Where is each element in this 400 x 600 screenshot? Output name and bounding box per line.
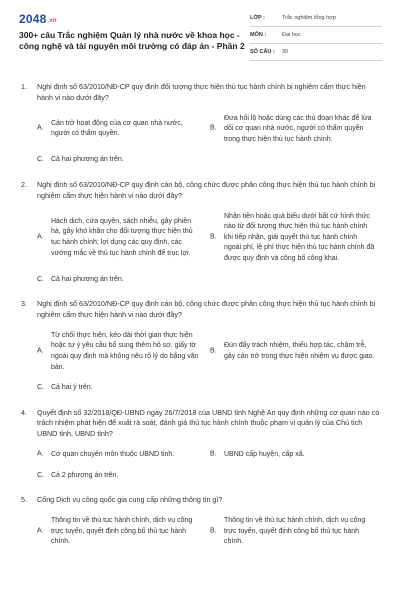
question-body: Quyết định số 32/2018/QĐ-UBND ngày 26/7/2018 của UBND tỉnh Nghệ An quy định những cơ quan nào có trách nhiệm phát hiện để xuất rà soát, đánh giá thủ tục hành chính thuộc phạm vi quản lý của Chủ tịch UBND tỉnh, UBND tỉnh?: [37, 407, 380, 439]
option-text: Cả hai phương án trên.: [51, 156, 124, 164]
option-row: [37, 516, 381, 548]
option-b[interactable]: [210, 114, 381, 146]
option-text: Cản trở hoạt động của cơ quan nhà nước, người có thẩm quyền.: [51, 119, 183, 138]
question-4: [21, 408, 381, 482]
option-c[interactable]: [37, 471, 381, 482]
options: [37, 450, 381, 481]
site-logo[interactable]: [19, 12, 57, 26]
question-number: 3.: [21, 299, 27, 309]
option-letter: B.: [210, 347, 217, 355]
option-letter: A.: [37, 451, 44, 459]
option-letter: A.: [37, 125, 44, 133]
question-5: [21, 495, 381, 548]
option-text: Cả hai phương án trên.: [51, 275, 124, 283]
option-row: [37, 331, 381, 373]
option-c[interactable]: [37, 155, 381, 166]
question-number: 2.: [21, 179, 27, 189]
option-b[interactable]: [210, 450, 381, 461]
option-text: Thông tin về thủ tục hành chính, dịch vụ công trực tuyến, quyết định công bố thủ tục hành chính.: [224, 517, 366, 546]
option-a[interactable]: [37, 119, 208, 140]
option-letter: B.: [210, 451, 217, 459]
question-body: Nghị định số 63/2010/NĐ-CP quy định đối tượng thực hiện thủ tục hành chính bị nghiêm cấm thực hiện hành vi nào dưới đây?: [37, 82, 366, 102]
info-row-class: [250, 12, 382, 27]
question-body: Nghị định số 63/2010/NĐ-CP quy định cán bộ, công chức được phân công thực hiện thủ tục hành chính bị nghiêm cấm thực hiện hành vi nào dưới đây?: [37, 299, 376, 319]
option-text: Cơ quan chuyên môn thuộc UBND tỉnh.: [51, 451, 175, 459]
info-label: MÔN :: [250, 32, 267, 38]
option-text: UBND cấp huyện, cấp xã.: [224, 451, 305, 459]
option-letter: C.: [37, 156, 44, 164]
question-2: [21, 180, 381, 285]
options: [37, 516, 381, 548]
info-value: Đại học: [282, 32, 301, 38]
document-info: [250, 12, 382, 63]
info-value: 30: [282, 49, 289, 55]
option-letter: A.: [37, 347, 44, 355]
option-text: Từ chối thực hiện, kéo dài thời gian thực hiện hoặc tự ý yêu cầu bổ sung thêm hồ sơ, giấy tờ ngoài quy định mà không nêu rõ lý do bằng văn bản.: [51, 331, 199, 371]
question-number: 1.: [21, 82, 27, 91]
option-a[interactable]: [37, 450, 208, 461]
option-letter: C.: [37, 384, 44, 392]
question-text: [21, 408, 381, 440]
question-text: [21, 299, 381, 321]
option-b[interactable]: [210, 212, 381, 265]
option-text: Cả hai ý trên.: [51, 384, 93, 392]
options: [37, 114, 381, 166]
option-text: Hách dịch, cửa quyền, sách nhiễu, gây phiền hà, gây khó khăn cho đối tượng thực hiện thủ tục hành chính; lợi dụng các quy định, các vướng mắc về thủ tục hành chính để trục lợi.: [51, 217, 193, 257]
question-number: 4.: [21, 407, 27, 417]
option-a[interactable]: [37, 217, 208, 259]
option-text: Đùn đẩy trách nhiệm, thiếu hợp tác, chậm trễ, gây cản trở trong thực hiện nhiệm vụ được giao.: [224, 342, 375, 360]
info-label: LỚP :: [250, 15, 265, 21]
question-number: 5.: [21, 495, 27, 505]
info-row-count: [250, 46, 382, 61]
options: [37, 331, 381, 394]
question-body: Cổng Dịch vụ công quốc gia cung cấp những thông tin gì?: [37, 495, 223, 505]
option-text: Nhận tiền hoặc quà biếu dưới bất cứ hình thức nào từ đối tượng thực hiện thủ tục hành chính khi tiếp nhận, giải quyết thủ tục hành chính ngoài phí, lệ phí thực hiện thủ tục hành chính đã được quy định và công bố công khai.: [224, 212, 375, 262]
option-text: Đưa hối lộ hoặc dùng các thủ đoạn khác để lừa dối cơ quan nhà nước, người có thẩm quyền trong thực hiện thủ tục hành chính.: [224, 114, 372, 143]
options: [37, 212, 381, 286]
option-letter: B.: [210, 125, 217, 133]
option-letter: B.: [210, 527, 217, 535]
option-letter: B.: [210, 233, 217, 241]
question-text: [21, 495, 381, 506]
question-1: [21, 82, 381, 166]
option-row: [37, 114, 381, 146]
document-title: 300+ câu Trắc nghiệm Quản lý nhà nước về khoa học - công nghệ và tài nguyên môi trường có đáp án - Phần 2: [19, 30, 245, 51]
question-body: Nghị định số 63/2010/NĐ-CP quy định cán bộ, công chức được phân công thực hiện thủ tục hành chính bị nghiêm cấm thực hiện hành vi nào dưới đây?: [37, 179, 376, 200]
question-list: [21, 82, 381, 562]
option-row: [37, 450, 381, 461]
question-3: [21, 299, 381, 394]
document-header: [0, 0, 400, 68]
option-row: [37, 212, 381, 265]
info-value: Trắc nghiệm tổng hợp: [282, 15, 336, 21]
option-letter: C.: [37, 275, 44, 283]
question-text: [21, 82, 381, 104]
info-row-subject: [250, 29, 382, 44]
option-b[interactable]: [210, 516, 381, 548]
option-b[interactable]: [210, 341, 381, 362]
logo-main: 2048: [19, 12, 47, 26]
option-letter: A.: [37, 527, 44, 535]
option-text: Thông tin về thủ tục hành chính, dịch vụ công trực tuyến, quyết định công bố thủ tục hành chính.: [51, 517, 193, 546]
option-text: Cả 2 phương án trên.: [51, 471, 119, 479]
option-letter: A.: [37, 233, 44, 241]
option-a[interactable]: [37, 516, 208, 548]
info-label: SỐ CÂU :: [250, 49, 275, 55]
option-c[interactable]: [37, 383, 381, 394]
option-c[interactable]: [37, 275, 381, 286]
option-letter: C.: [37, 471, 44, 479]
option-a[interactable]: [37, 331, 208, 373]
logo-ext: .vn: [47, 18, 57, 24]
question-text: [21, 180, 381, 202]
